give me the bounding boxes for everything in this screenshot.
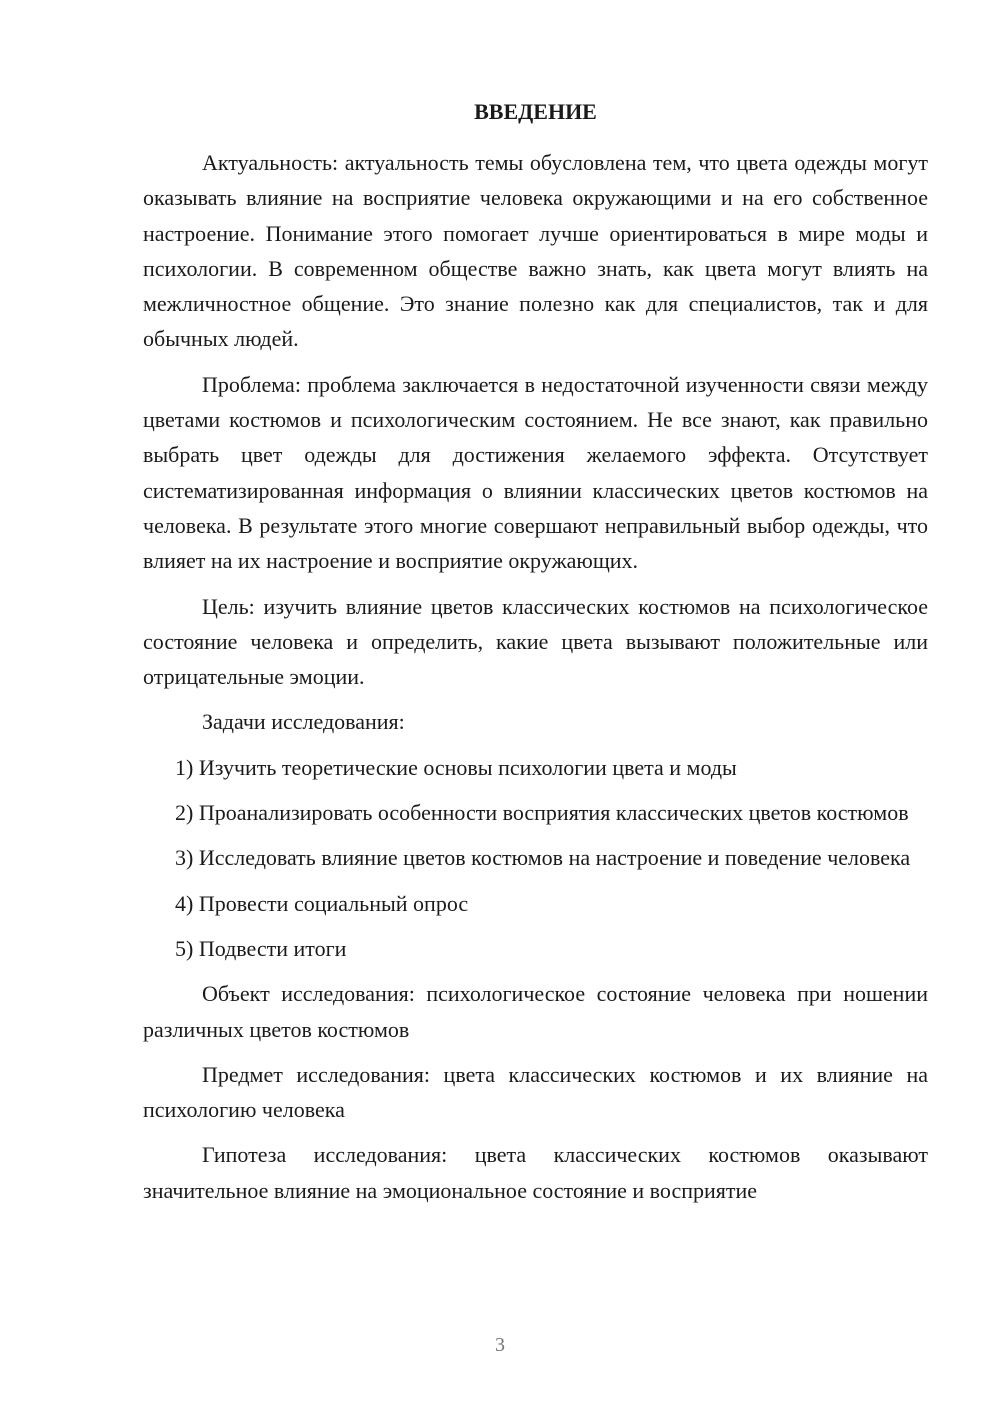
task-item: 5) Подвести итоги bbox=[175, 935, 347, 961]
goal-paragraph: Цель: изучить влияние цветов классических костюмов на психологическое состояние человека и определить, какие цвета вызывают положительные или отрицательные эмоции. bbox=[143, 593, 928, 690]
page-content bbox=[143, 94, 928, 1218]
research-subject-paragraph: Предмет исследования: цвета классических костюмов и их влияние на психологию человека bbox=[143, 1061, 928, 1123]
task-item: 1) Изучить теоретические основы психологии цвета и моды bbox=[175, 754, 737, 780]
research-object-paragraph: Объект исследования: психологическое состояние человека при ношении различных цветов костюмов bbox=[143, 981, 928, 1042]
relevance-paragraph: Актуальность: актуальность темы обусловлена тем, что цвета одежды могут оказывать влияние на восприятие человека окружающими и на его собственное настроение. Понимание этого помогает лучше ориентироваться в мире моды и психологии. В современном обществе важно знать, как цвета могут влиять на межличностное общение. Это знание полезно как для специалистов, так и для обычных людей. bbox=[143, 150, 928, 352]
task-item: 3) Исследовать влияние цветов костюмов на настроение и поведение человека bbox=[175, 845, 911, 871]
problem-paragraph: Проблема: проблема заключается в недостаточной изученности связи между цветами костюмов и психологическим состоянием. Не все знают, как правильно выбрать цвет одежды для достижения желаемого эффекта. Отсутствует систематизированная информация о влиянии классических цветов костюмов на человека. В результате этого многие совершают неправильный выбор одежды, что влияет на их настроение и восприятие окружающих. bbox=[143, 371, 928, 574]
tasks-heading: Задачи исследования: bbox=[202, 709, 405, 735]
page-title: ВВЕДЕНИЕ bbox=[474, 99, 597, 124]
page-number: 3 bbox=[495, 1334, 505, 1356]
task-item: 2) Проанализировать особенности восприятия классических цветов костюмов bbox=[175, 800, 909, 826]
task-item: 4) Провести социальный опрос bbox=[175, 890, 469, 916]
hypothesis-paragraph: Гипотеза исследования: цвета классических костюмов оказывают значительное влияние на эмоциональное состояние и восприятие bbox=[143, 1142, 928, 1203]
